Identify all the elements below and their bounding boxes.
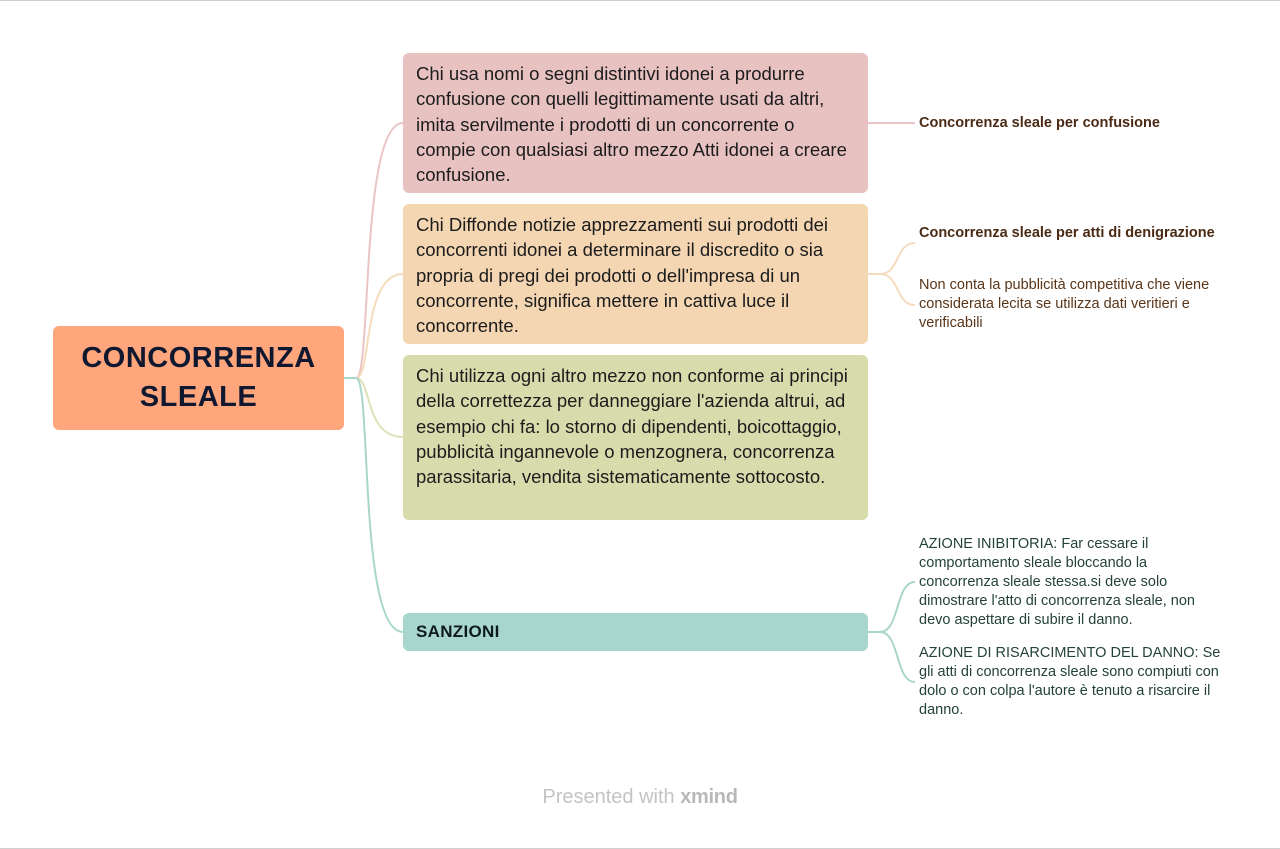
branch-topic-altri-mezzi[interactable] — [403, 355, 868, 520]
connector-branch-4-child-2 — [868, 632, 915, 682]
subtopic-denigrazione[interactable]: Concorrenza sleale per atti di denigrazione — [919, 225, 1215, 241]
branch-topic-text: Chi usa nomi o segni distintivi idonei a produrre confusione con quelli legittimamente usati da altri, imita servilmente i prodotti di un concorrente o compie con qualsiasi altro mezzo Atti idonei a creare confusione. — [416, 63, 847, 186]
subtopic-azione-risarcimento[interactable]: AZIONE DI RISARCIMENTO DEL DANNO: Se gli atti di concorrenza sleale sono compiuti con dolo o con colpa l'autore è tenuto a risarcire il danno. — [919, 645, 1221, 718]
subtopic-pubblicita-competitiva[interactable]: Non conta la pubblicità competitiva che viene considerata lecita se utilizza dati veritieri e verificabili — [919, 277, 1210, 331]
branch-topic-text: Chi utilizza ogni altro mezzo non conforme ai principi della correttezza per danneggiare l'azienda altrui, ad esempio chi fa: lo storno di dipendenti, boicottaggio, pubblicità ingannevole o menzognera, concorrenza parassitaria, vendita sistematicamente sottocosto. — [416, 365, 848, 488]
branch-topic-sanzioni[interactable] — [403, 613, 868, 651]
connector-central-branch-4 — [344, 378, 403, 632]
footer-prefix: Presented with — [542, 786, 675, 808]
footer-credit[interactable] — [0, 786, 1280, 809]
branch-topic-text: SANZIONI — [416, 622, 500, 642]
branch-topic-denigrazione[interactable] — [403, 204, 868, 344]
connector-branch-2-child-2 — [868, 274, 915, 305]
xmind-logo: xmind — [680, 786, 738, 808]
connector-branch-2-child-1 — [868, 243, 915, 274]
branch-topic-confusione[interactable] — [403, 53, 868, 193]
branch-topic-text: Chi Diffonde notizie apprezzamenti sui prodotti dei concorrenti idonei a determinare il discredito o sia propria di pregi dei prodotti o dell'impresa di un concorrente, significa mettere in cattiva luce il concorrente. — [416, 214, 829, 337]
connector-branch-4-child-1 — [868, 582, 915, 632]
top-border — [0, 0, 1280, 1]
subtopic-confusione[interactable]: Concorrenza sleale per confusione — [919, 115, 1160, 131]
connector-central-branch-2 — [344, 274, 403, 378]
central-topic-label: CONCORRENZA SLEALE — [81, 342, 316, 413]
central-topic[interactable] — [53, 326, 344, 430]
connector-central-branch-3 — [344, 378, 403, 437]
connector-central-branch-1 — [344, 123, 403, 378]
subtopic-azione-inibitoria[interactable]: AZIONE INIBITORIA: Far cessare il comportamento sleale bloccando la concorrenza sleale stessa.si deve solo dimostrare l'atto di concorrenza sleale, non devo aspettare di subire il danno. — [919, 536, 1195, 628]
